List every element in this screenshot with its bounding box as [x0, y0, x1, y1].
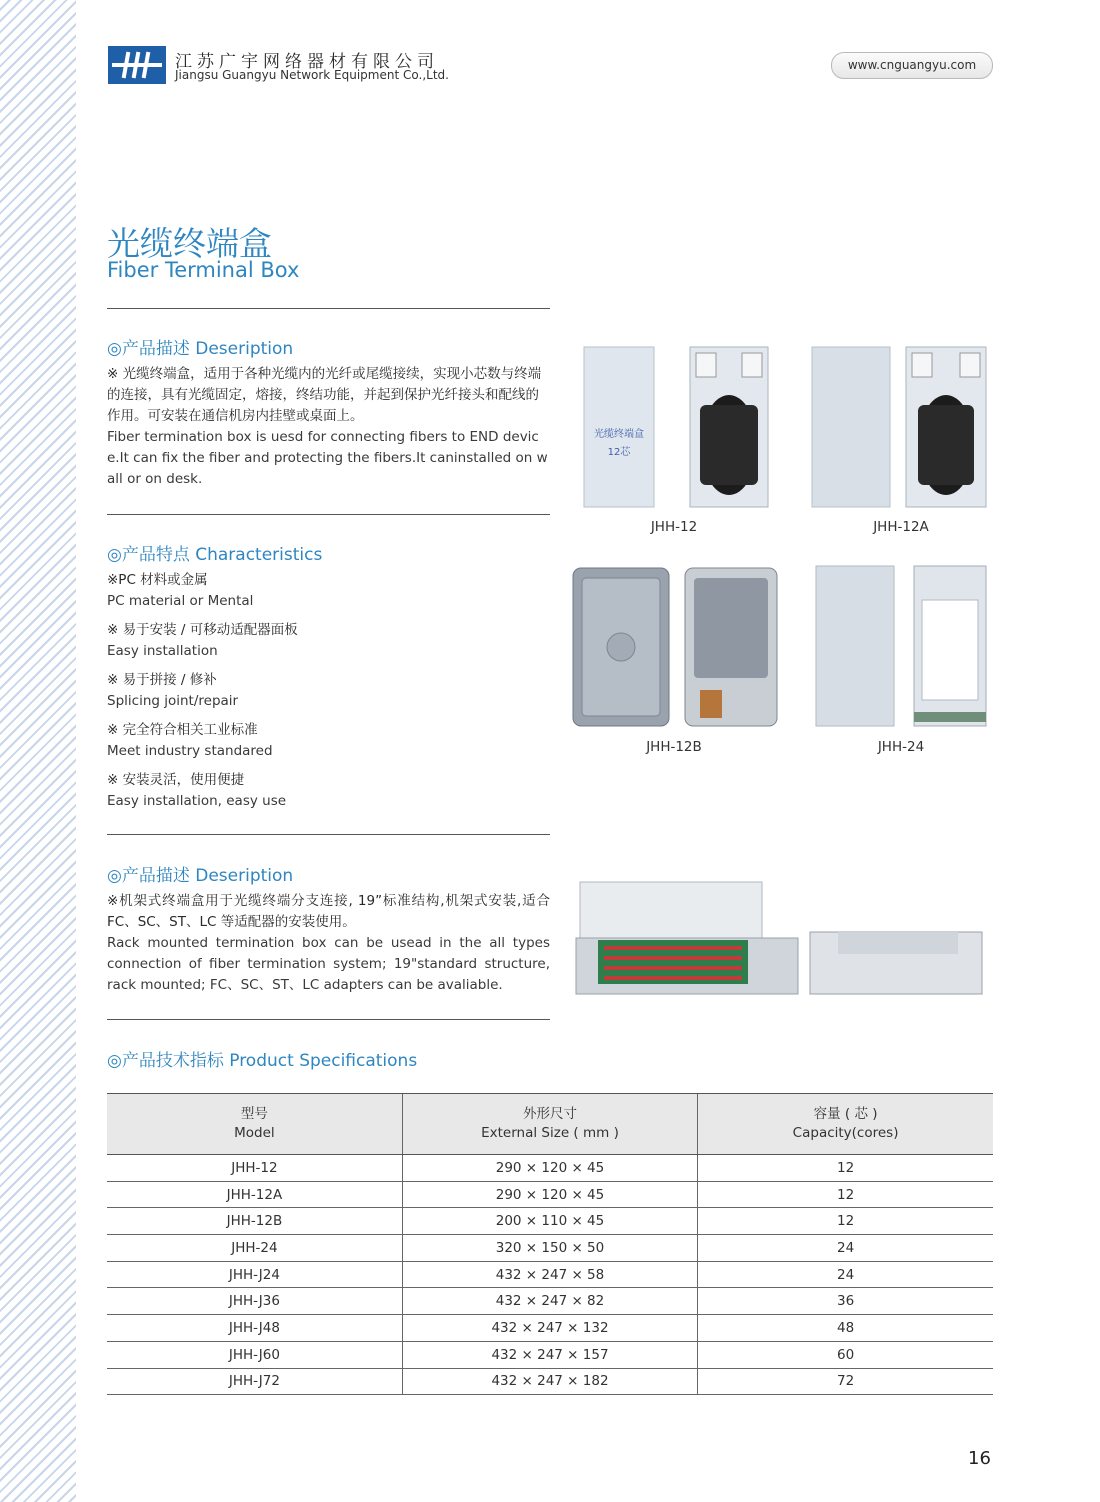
cell-model: JHH-J24: [107, 1261, 402, 1288]
cell-model: JHH-12: [107, 1155, 402, 1182]
table-row: [107, 1235, 993, 1262]
caption-jhh-24: JHH-24: [877, 739, 925, 755]
cell-size: 320 × 150 × 50: [402, 1235, 697, 1262]
product-photo-jhh-24: [812, 560, 990, 730]
table-row: [107, 1315, 993, 1342]
decorative-stripe: [0, 0, 76, 1502]
page-number: 16: [968, 1448, 991, 1469]
cell-capacity: 24: [698, 1235, 993, 1262]
cell-size: 432 × 247 × 157: [402, 1341, 697, 1368]
caption-jhh-12b: JHH-12B: [646, 739, 702, 755]
cell-capacity: 12: [698, 1181, 993, 1208]
feature-en: Meet industry standared: [107, 743, 273, 759]
table-row: [107, 1341, 993, 1368]
cell-capacity: 12: [698, 1155, 993, 1182]
divider: [107, 1019, 550, 1020]
feature-cn: ※ 安装灵活，使用便捷: [107, 772, 245, 788]
description-text-en: Fiber termination box is uesd for connecting fibers to END device.It can fix the fiber and protecting the fibers.It caninstalled on wall or on desk.: [107, 429, 548, 487]
header-en: External Size ( mm ): [481, 1125, 619, 1141]
rack-description-text: [107, 891, 550, 996]
list-item: [107, 670, 550, 720]
caption-jhh-12: JHH-12: [650, 519, 698, 535]
page-title-en: Fiber Terminal Box: [107, 258, 300, 282]
cell-size: 432 × 247 × 182: [402, 1368, 697, 1395]
table-row: [107, 1155, 993, 1182]
description-text-cn: ※ 光缆终端盒，适用于各种光缆内的光纤或尾缆接续，实现小芯数与终端的连接，具有光缆固定，熔接，终结功能，并起到保护光纤接头和配线的作用。可安装在通信机房内挂壁或桌面上。: [107, 366, 542, 424]
description-text: [107, 364, 550, 490]
company-name-cn: 江苏广宇网络器材有限公司: [175, 52, 439, 72]
rack-description-en: Rack mounted termination box can be usead in the all types connection of fiber termination system; 19"standard structure, rack mounted; FC、SC、ST、LC adapters can be avaliable.: [107, 935, 550, 993]
product-photo-jhh-12a: [810, 345, 990, 510]
rack-description-cn: ※机架式终端盒用于光缆终端分支连接, 19”标准结构,机架式安装,适合 FC、SC、ST、LC 等适配器的安装使用。: [107, 893, 550, 930]
cell-capacity: 24: [698, 1261, 993, 1288]
feature-en: Easy installation, easy use: [107, 793, 287, 809]
feature-cn: ※ 易于拼接 / 修补: [107, 672, 217, 688]
website-url[interactable]: www.cnguangyu.com: [831, 52, 993, 79]
cell-capacity: 72: [698, 1368, 993, 1395]
characteristics-list: [107, 570, 550, 820]
cell-model: JHH-12B: [107, 1208, 402, 1235]
column-header-size: [402, 1094, 697, 1155]
product-photo-rack-box: [568, 880, 988, 1000]
list-item: [107, 620, 550, 670]
table-row: [107, 1368, 993, 1395]
cell-size: 432 × 247 × 82: [402, 1288, 697, 1315]
table-row: [107, 1288, 993, 1315]
table-row: [107, 1208, 993, 1235]
cell-size: 200 × 110 × 45: [402, 1208, 697, 1235]
description-heading: ◎产品描述 Deseription: [107, 339, 294, 359]
column-header-capacity: [698, 1094, 993, 1155]
product-photo-jhh-12b: [570, 560, 782, 730]
table-header-row: [107, 1094, 993, 1155]
characteristics-heading: ◎产品特点 Characteristics: [107, 545, 323, 565]
cell-capacity: 48: [698, 1315, 993, 1342]
feature-cn: ※PC 材料或金属: [107, 572, 208, 588]
header-cn: 型号: [240, 1106, 268, 1122]
spec-table: [107, 1093, 993, 1395]
cell-size: 290 × 120 × 45: [402, 1181, 697, 1208]
specs-heading: ◎产品技术指标 Product Specifications: [107, 1051, 418, 1071]
cell-capacity: 60: [698, 1341, 993, 1368]
cell-model: JHH-24: [107, 1235, 402, 1262]
header-en: Capacity(cores): [792, 1125, 899, 1141]
company-name-en: Jiangsu Guangyu Network Equipment Co.,Ltd.: [175, 68, 449, 82]
list-item: [107, 720, 550, 770]
cell-model: JHH-J60: [107, 1341, 402, 1368]
divider: [107, 308, 550, 309]
header-cn: 外形尺寸: [522, 1106, 577, 1122]
feature-en: Splicing joint/repair: [107, 693, 239, 709]
header-cn: 容量 ( 芯 ): [813, 1106, 878, 1122]
divider: [107, 834, 550, 835]
cell-model: JHH-J36: [107, 1288, 402, 1315]
table-row: [107, 1261, 993, 1288]
cell-size: 290 × 120 × 45: [402, 1155, 697, 1182]
page-title-cn: 光缆终端盒: [107, 224, 272, 263]
feature-en: Easy installation: [107, 643, 218, 659]
cell-model: JHH-12A: [107, 1181, 402, 1208]
company-logo: [108, 46, 166, 84]
box-label: 12芯: [607, 447, 631, 458]
cell-model: JHH-J48: [107, 1315, 402, 1342]
cell-size: 432 × 247 × 58: [402, 1261, 697, 1288]
divider: [107, 514, 550, 515]
column-header-model: [107, 1094, 402, 1155]
cell-capacity: 36: [698, 1288, 993, 1315]
feature-cn: ※ 完全符合相关工业标准: [107, 722, 258, 738]
feature-en: PC material or Mental: [107, 593, 254, 609]
rack-description-heading: ◎产品描述 Deseription: [107, 866, 294, 886]
header-en: Model: [234, 1125, 275, 1141]
feature-cn: ※ 易于安装 / 可移动适配器面板: [107, 622, 298, 638]
product-photo-jhh-12: [582, 345, 772, 510]
caption-jhh-12a: JHH-12A: [873, 519, 929, 535]
cell-model: JHH-J72: [107, 1368, 402, 1395]
list-item: [107, 770, 550, 820]
cell-size: 432 × 247 × 132: [402, 1315, 697, 1342]
cell-capacity: 12: [698, 1208, 993, 1235]
table-row: [107, 1181, 993, 1208]
box-label: 光缆终端盒: [594, 429, 644, 440]
list-item: [107, 570, 550, 620]
